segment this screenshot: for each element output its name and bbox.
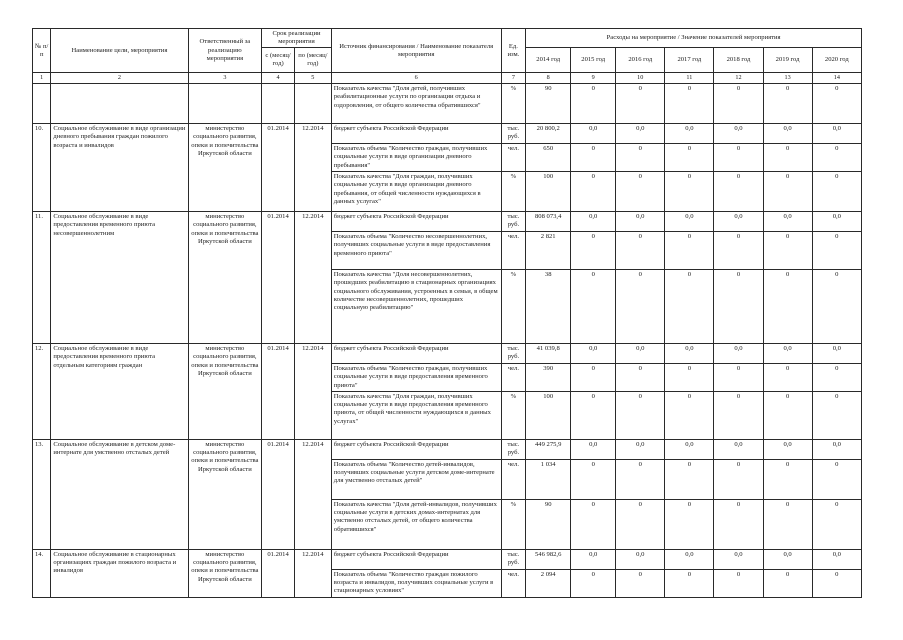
unit-cell: % bbox=[501, 391, 526, 439]
measure-date-to: 12.2014 bbox=[294, 549, 331, 597]
header-expenses: Расходы на мероприятие / Значение показателей мероприятия bbox=[526, 29, 862, 48]
value-cell: 100 bbox=[526, 172, 571, 212]
value-cell: 0,0 bbox=[763, 212, 812, 232]
value-cell: 0 bbox=[571, 391, 616, 439]
indicator-source: Показатель объема "Количество граждан пожилого возраста и инвалидов, получивших социальные услуги в стационарных условиях" bbox=[331, 569, 501, 597]
value-cell: 100 bbox=[526, 391, 571, 439]
value-cell: 0 bbox=[812, 499, 861, 549]
value-cell: 0 bbox=[714, 270, 763, 344]
measure-row bbox=[33, 344, 862, 364]
value-cell: 0,0 bbox=[714, 439, 763, 459]
value-cell: 0 bbox=[763, 270, 812, 344]
measure-name: Социальное обслуживание в стационарных организациях граждан пожилого возраста и инвалидов bbox=[51, 549, 188, 597]
indicator-source: Показатель объема "Количество несовершеннолетних, получивших социальные услуги в виде предоставления временного приюта" bbox=[331, 232, 501, 270]
value-cell: 0,0 bbox=[714, 344, 763, 364]
unit-cell: % bbox=[501, 499, 526, 549]
value-cell: 1 034 bbox=[526, 459, 571, 499]
value-cell: 0 bbox=[714, 391, 763, 439]
header-from: с (месяц/год) bbox=[262, 48, 295, 73]
value-cell: 0 bbox=[571, 232, 616, 270]
unit-cell: тыс. руб. bbox=[501, 439, 526, 459]
measure-responsible: министерство социального развития, опеки и попечительства Иркутской области bbox=[188, 344, 262, 440]
measure-name: Социальное обслуживание в виде организации дневного пребывания граждан пожилого возраста и инвалидов bbox=[51, 124, 188, 212]
header-responsible: Ответственный за реализацию мероприятия bbox=[188, 29, 262, 73]
value-cell: 0 bbox=[812, 270, 861, 344]
value-cell: 0 bbox=[665, 232, 714, 270]
header-year: 2016 год bbox=[616, 48, 665, 73]
measure-number: 14. bbox=[33, 549, 51, 597]
value-cell: 0 bbox=[616, 172, 665, 212]
value-cell: 0,0 bbox=[714, 124, 763, 144]
value-cell: 0,0 bbox=[616, 124, 665, 144]
value-cell: 0,0 bbox=[812, 344, 861, 364]
measure-row bbox=[33, 549, 862, 569]
indicator-source: Показатель качества "Доля граждан, получивших социальные услуги в виде предоставления временного приюта, от общей численности нуждающихся в данных услугах" bbox=[331, 391, 501, 439]
value-cell: 0,0 bbox=[665, 549, 714, 569]
measure-name: Социальное обслуживание в виде предоставления временного приюта отдельным категориям граждан bbox=[51, 344, 188, 440]
value-cell: 0 bbox=[714, 364, 763, 392]
header-unit: Ед. изм. bbox=[501, 29, 526, 73]
column-number: 6 bbox=[331, 73, 501, 84]
table-body bbox=[33, 84, 862, 597]
funding-source: бюджет субъекта Российской Федерации bbox=[331, 212, 501, 232]
column-number: 9 bbox=[571, 73, 616, 84]
table-row-continued bbox=[33, 84, 862, 124]
value-cell: 0 bbox=[812, 459, 861, 499]
value-cell: 0 bbox=[763, 144, 812, 172]
unit-cell: чел. bbox=[501, 364, 526, 392]
header-year: 2019 год bbox=[763, 48, 812, 73]
header-no: № п/п bbox=[33, 29, 51, 73]
measure-date-from: 01.2014 bbox=[262, 212, 295, 344]
value-cell: 0 bbox=[665, 569, 714, 597]
cell-empty bbox=[33, 84, 51, 124]
value-cell: 0 bbox=[763, 499, 812, 549]
value-cell: 0 bbox=[571, 144, 616, 172]
value-cell: 0 bbox=[714, 569, 763, 597]
value-cell: 0,0 bbox=[714, 549, 763, 569]
column-number: 13 bbox=[763, 73, 812, 84]
measure-date-from: 01.2014 bbox=[262, 549, 295, 597]
measure-number: 12. bbox=[33, 344, 51, 440]
value-cell: 0 bbox=[571, 499, 616, 549]
unit-cell: % bbox=[501, 172, 526, 212]
value-cell: 0 bbox=[763, 172, 812, 212]
unit-cell: тыс. руб. bbox=[501, 212, 526, 232]
header-year: 2020 год bbox=[812, 48, 861, 73]
value-cell: 0 bbox=[616, 459, 665, 499]
value-cell: 0,0 bbox=[616, 344, 665, 364]
indicator-source: Показатель качества "Доля граждан, получивших социальные услуги в виде организации дневного пребывания, от общей численности нуждающихся в данных услугах" bbox=[331, 172, 501, 212]
measure-row bbox=[33, 124, 862, 144]
value-cell: 0 bbox=[714, 499, 763, 549]
measures-table bbox=[32, 28, 862, 598]
value-cell: 0 bbox=[763, 391, 812, 439]
unit-cell: чел. bbox=[501, 144, 526, 172]
funding-source: бюджет субъекта Российской Федерации bbox=[331, 124, 501, 144]
measure-name: Социальное обслуживание в виде предоставления временного приюта несовершеннолетним bbox=[51, 212, 188, 344]
measure-number: 10. bbox=[33, 124, 51, 212]
value-cell: 0 bbox=[812, 144, 861, 172]
cell-empty bbox=[294, 84, 331, 124]
measure-date-from: 01.2014 bbox=[262, 124, 295, 212]
value-cell: 0,0 bbox=[763, 344, 812, 364]
value-cell: 0 bbox=[665, 172, 714, 212]
measure-responsible: министерство социального развития, опеки и попечительства Иркутской области bbox=[188, 212, 262, 344]
measure-number: 11. bbox=[33, 212, 51, 344]
value-cell: 0 bbox=[714, 172, 763, 212]
cell-empty bbox=[188, 84, 262, 124]
value-cell: 0,0 bbox=[665, 212, 714, 232]
unit-cell: чел. bbox=[501, 232, 526, 270]
value-cell: 0,0 bbox=[571, 344, 616, 364]
unit-cell: чел. bbox=[501, 569, 526, 597]
value-cell: 0 bbox=[571, 459, 616, 499]
value-cell: 0 bbox=[763, 232, 812, 270]
column-number: 8 bbox=[526, 73, 571, 84]
value-cell: 0 bbox=[763, 569, 812, 597]
value-cell: 0,0 bbox=[812, 124, 861, 144]
value-cell: 0 bbox=[616, 569, 665, 597]
cell-empty bbox=[262, 84, 295, 124]
measure-responsible: министерство социального развития, опеки и попечительства Иркутской области bbox=[188, 439, 262, 549]
value-cell: 90 bbox=[526, 84, 571, 124]
measure-responsible: министерство социального развития, опеки и попечительства Иркутской области bbox=[188, 124, 262, 212]
value-cell: 0 bbox=[763, 459, 812, 499]
measure-date-to: 12.2014 bbox=[294, 344, 331, 440]
value-cell: 0 bbox=[665, 391, 714, 439]
value-cell: 0 bbox=[812, 84, 861, 124]
measure-number: 13. bbox=[33, 439, 51, 549]
column-number: 12 bbox=[714, 73, 763, 84]
value-cell: 0,0 bbox=[763, 549, 812, 569]
value-cell: 0 bbox=[812, 364, 861, 392]
value-cell: 0 bbox=[812, 232, 861, 270]
value-cell: 0,0 bbox=[812, 439, 861, 459]
value-cell: 2 821 bbox=[526, 232, 571, 270]
value-cell: 0 bbox=[763, 364, 812, 392]
measure-date-to: 12.2014 bbox=[294, 212, 331, 344]
value-cell: 0 bbox=[571, 172, 616, 212]
header-year: 2014 год bbox=[526, 48, 571, 73]
value-cell: 0 bbox=[616, 364, 665, 392]
value-cell: 0 bbox=[571, 569, 616, 597]
header-year: 2018 год bbox=[714, 48, 763, 73]
indicator-source: Показатель качества "Доля детей-инвалидов, получивших социальные услуги в детских домах-интернатах для умственно отсталых детей, от общего количества обратившихся" bbox=[331, 499, 501, 549]
value-cell: 0,0 bbox=[763, 124, 812, 144]
indicator-source: Показатель объема "Количество детей-инвалидов, получивших социальные услуги детском доме-интернате для умственно отсталых детей" bbox=[331, 459, 501, 499]
column-number: 7 bbox=[501, 73, 526, 84]
value-cell: 808 073,4 bbox=[526, 212, 571, 232]
value-cell: 0 bbox=[616, 391, 665, 439]
value-cell: 0 bbox=[714, 459, 763, 499]
header-row-top bbox=[33, 29, 862, 48]
measure-date-from: 01.2014 bbox=[262, 344, 295, 440]
value-cell: 0,0 bbox=[571, 549, 616, 569]
header-period: Срок реализации мероприятия bbox=[262, 29, 332, 48]
value-cell: 90 bbox=[526, 499, 571, 549]
value-cell: 0 bbox=[665, 499, 714, 549]
value-cell: 0 bbox=[665, 459, 714, 499]
value-cell: 0 bbox=[714, 232, 763, 270]
header-source: Источник финансирования / Наименование показателя мероприятия bbox=[331, 29, 501, 73]
value-cell: 0,0 bbox=[665, 344, 714, 364]
unit-cell: чел. bbox=[501, 459, 526, 499]
value-cell: 0 bbox=[665, 270, 714, 344]
value-cell: 0,0 bbox=[571, 124, 616, 144]
column-number: 4 bbox=[262, 73, 295, 84]
value-cell: 0 bbox=[812, 172, 861, 212]
value-cell: 0 bbox=[665, 144, 714, 172]
header-year: 2015 год bbox=[571, 48, 616, 73]
column-number: 10 bbox=[616, 73, 665, 84]
measure-responsible: министерство социального развития, опеки и попечительства Иркутской области bbox=[188, 549, 262, 597]
indicator-source: Показатель объема "Количество граждан, получивших социальные услуги в виде организации дневного пребывания" bbox=[331, 144, 501, 172]
measure-date-from: 01.2014 bbox=[262, 439, 295, 549]
value-cell: 0 bbox=[616, 144, 665, 172]
value-cell: 0 bbox=[763, 84, 812, 124]
value-cell: 546 982,6 bbox=[526, 549, 571, 569]
indicator-source: Показатель объема "Количество граждан, получивших социальные услуги в виде предоставления временного приюта" bbox=[331, 364, 501, 392]
value-cell: 0,0 bbox=[616, 439, 665, 459]
value-cell: 0 bbox=[812, 391, 861, 439]
funding-source: бюджет субъекта Российской Федерации bbox=[331, 344, 501, 364]
value-cell: 0 bbox=[714, 144, 763, 172]
column-number: 14 bbox=[812, 73, 861, 84]
column-number: 2 bbox=[51, 73, 188, 84]
measure-row bbox=[33, 212, 862, 232]
header-to: по (месяц/год) bbox=[294, 48, 331, 73]
funding-source: бюджет субъекта Российской Федерации bbox=[331, 439, 501, 459]
measure-date-to: 12.2014 bbox=[294, 439, 331, 549]
value-cell: 2 094 bbox=[526, 569, 571, 597]
measure-date-to: 12.2014 bbox=[294, 124, 331, 212]
column-number: 11 bbox=[665, 73, 714, 84]
value-cell: 0,0 bbox=[665, 124, 714, 144]
column-number: 5 bbox=[294, 73, 331, 84]
value-cell: 0,0 bbox=[616, 212, 665, 232]
measure-row bbox=[33, 439, 862, 459]
unit-cell: % bbox=[501, 270, 526, 344]
value-cell: 20 800,2 bbox=[526, 124, 571, 144]
column-number: 3 bbox=[188, 73, 262, 84]
cell-empty bbox=[51, 84, 188, 124]
column-numbers-row bbox=[33, 73, 862, 84]
column-number: 1 bbox=[33, 73, 51, 84]
value-cell: 390 bbox=[526, 364, 571, 392]
value-cell: 38 bbox=[526, 270, 571, 344]
value-cell: 0,0 bbox=[763, 439, 812, 459]
value-cell: 0 bbox=[571, 364, 616, 392]
value-cell: 0 bbox=[616, 232, 665, 270]
indicator-unit: % bbox=[501, 84, 526, 124]
value-cell: 0 bbox=[571, 270, 616, 344]
value-cell: 0 bbox=[714, 84, 763, 124]
value-cell: 0 bbox=[616, 499, 665, 549]
indicator-source: Показатель качества "Доля несовершеннолетних, прошедших реабилитацию в стационарных организациях социального обслуживания, устроенных в семьи, в общем количестве несовершеннолетних, прошедших социальную реабилитацию" bbox=[331, 270, 501, 344]
value-cell: 650 bbox=[526, 144, 571, 172]
unit-cell: тыс. руб. bbox=[501, 124, 526, 144]
value-cell: 0 bbox=[665, 84, 714, 124]
value-cell: 0,0 bbox=[665, 439, 714, 459]
value-cell: 0 bbox=[616, 84, 665, 124]
unit-cell: тыс. руб. bbox=[501, 549, 526, 569]
value-cell: 0,0 bbox=[812, 212, 861, 232]
value-cell: 0,0 bbox=[714, 212, 763, 232]
value-cell: 449 275,9 bbox=[526, 439, 571, 459]
value-cell: 0,0 bbox=[571, 439, 616, 459]
unit-cell: тыс. руб. bbox=[501, 344, 526, 364]
indicator-source: Показатель качества "Доля детей, получивших реабилитационные услуги по организации отдыха и оздоровления, от общего количества обратившихся" bbox=[331, 84, 501, 124]
value-cell: 0 bbox=[616, 270, 665, 344]
measure-name: Социальное обслуживание в детском доме-интернате для умственно отсталых детей bbox=[51, 439, 188, 549]
value-cell: 41 039,8 bbox=[526, 344, 571, 364]
value-cell: 0,0 bbox=[812, 549, 861, 569]
header-year: 2017 год bbox=[665, 48, 714, 73]
value-cell: 0,0 bbox=[616, 549, 665, 569]
header-name: Наименование цели, мероприятия bbox=[51, 29, 188, 73]
value-cell: 0 bbox=[571, 84, 616, 124]
value-cell: 0 bbox=[665, 364, 714, 392]
table-header bbox=[33, 29, 862, 84]
value-cell: 0,0 bbox=[571, 212, 616, 232]
value-cell: 0 bbox=[812, 569, 861, 597]
funding-source: бюджет субъекта Российской Федерации bbox=[331, 549, 501, 569]
